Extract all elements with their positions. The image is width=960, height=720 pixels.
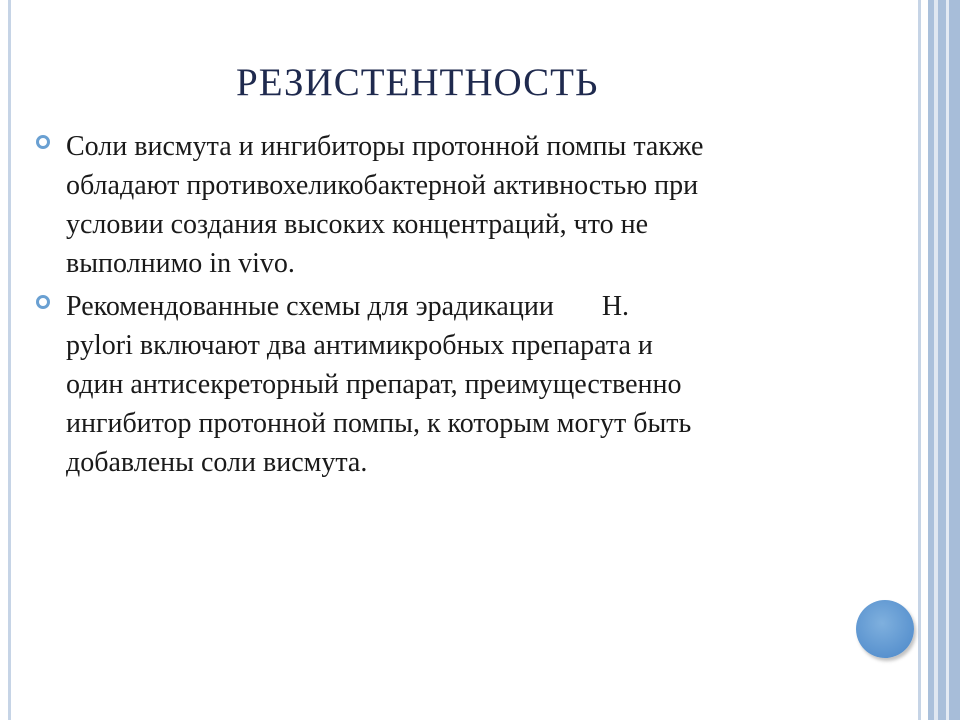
text-segment: Рекомендованные схемы для эрадикации: [66, 291, 554, 322]
text-line: условии создания высоких концентраций, что не: [66, 209, 649, 240]
bullet-paragraph-2: [66, 287, 896, 482]
text-line: выполнимо in vivo.: [66, 248, 295, 279]
frame-right-border: [918, 0, 921, 720]
text-line: Соли висмута и ингибиторы протонной помпы также: [66, 131, 704, 162]
slide-title: РЕЗИСТЕНТНОСТЬ: [236, 61, 599, 104]
text-line: добавлены соли висмута.: [66, 447, 368, 478]
bullet-paragraph-1: [66, 127, 896, 283]
text-line: pylori включают два антимикробных препарата и: [66, 330, 653, 361]
text-line: один антисекреторный препарат, преимущественно: [66, 369, 682, 400]
ring-bullet-icon: [36, 295, 50, 309]
text-segment: H.: [601, 291, 630, 322]
decor-stripe: [949, 0, 960, 720]
text-line: ингибитор протонной помпы, к которым могут быть: [66, 408, 692, 439]
ring-bullet-icon: [36, 135, 50, 149]
text-line: обладают противохеликобактерной активностью при: [66, 170, 699, 201]
circle-nav-icon[interactable]: [856, 600, 914, 658]
text-line: [66, 287, 896, 326]
frame-left-border: [8, 0, 11, 720]
decor-stripe: [938, 0, 946, 720]
